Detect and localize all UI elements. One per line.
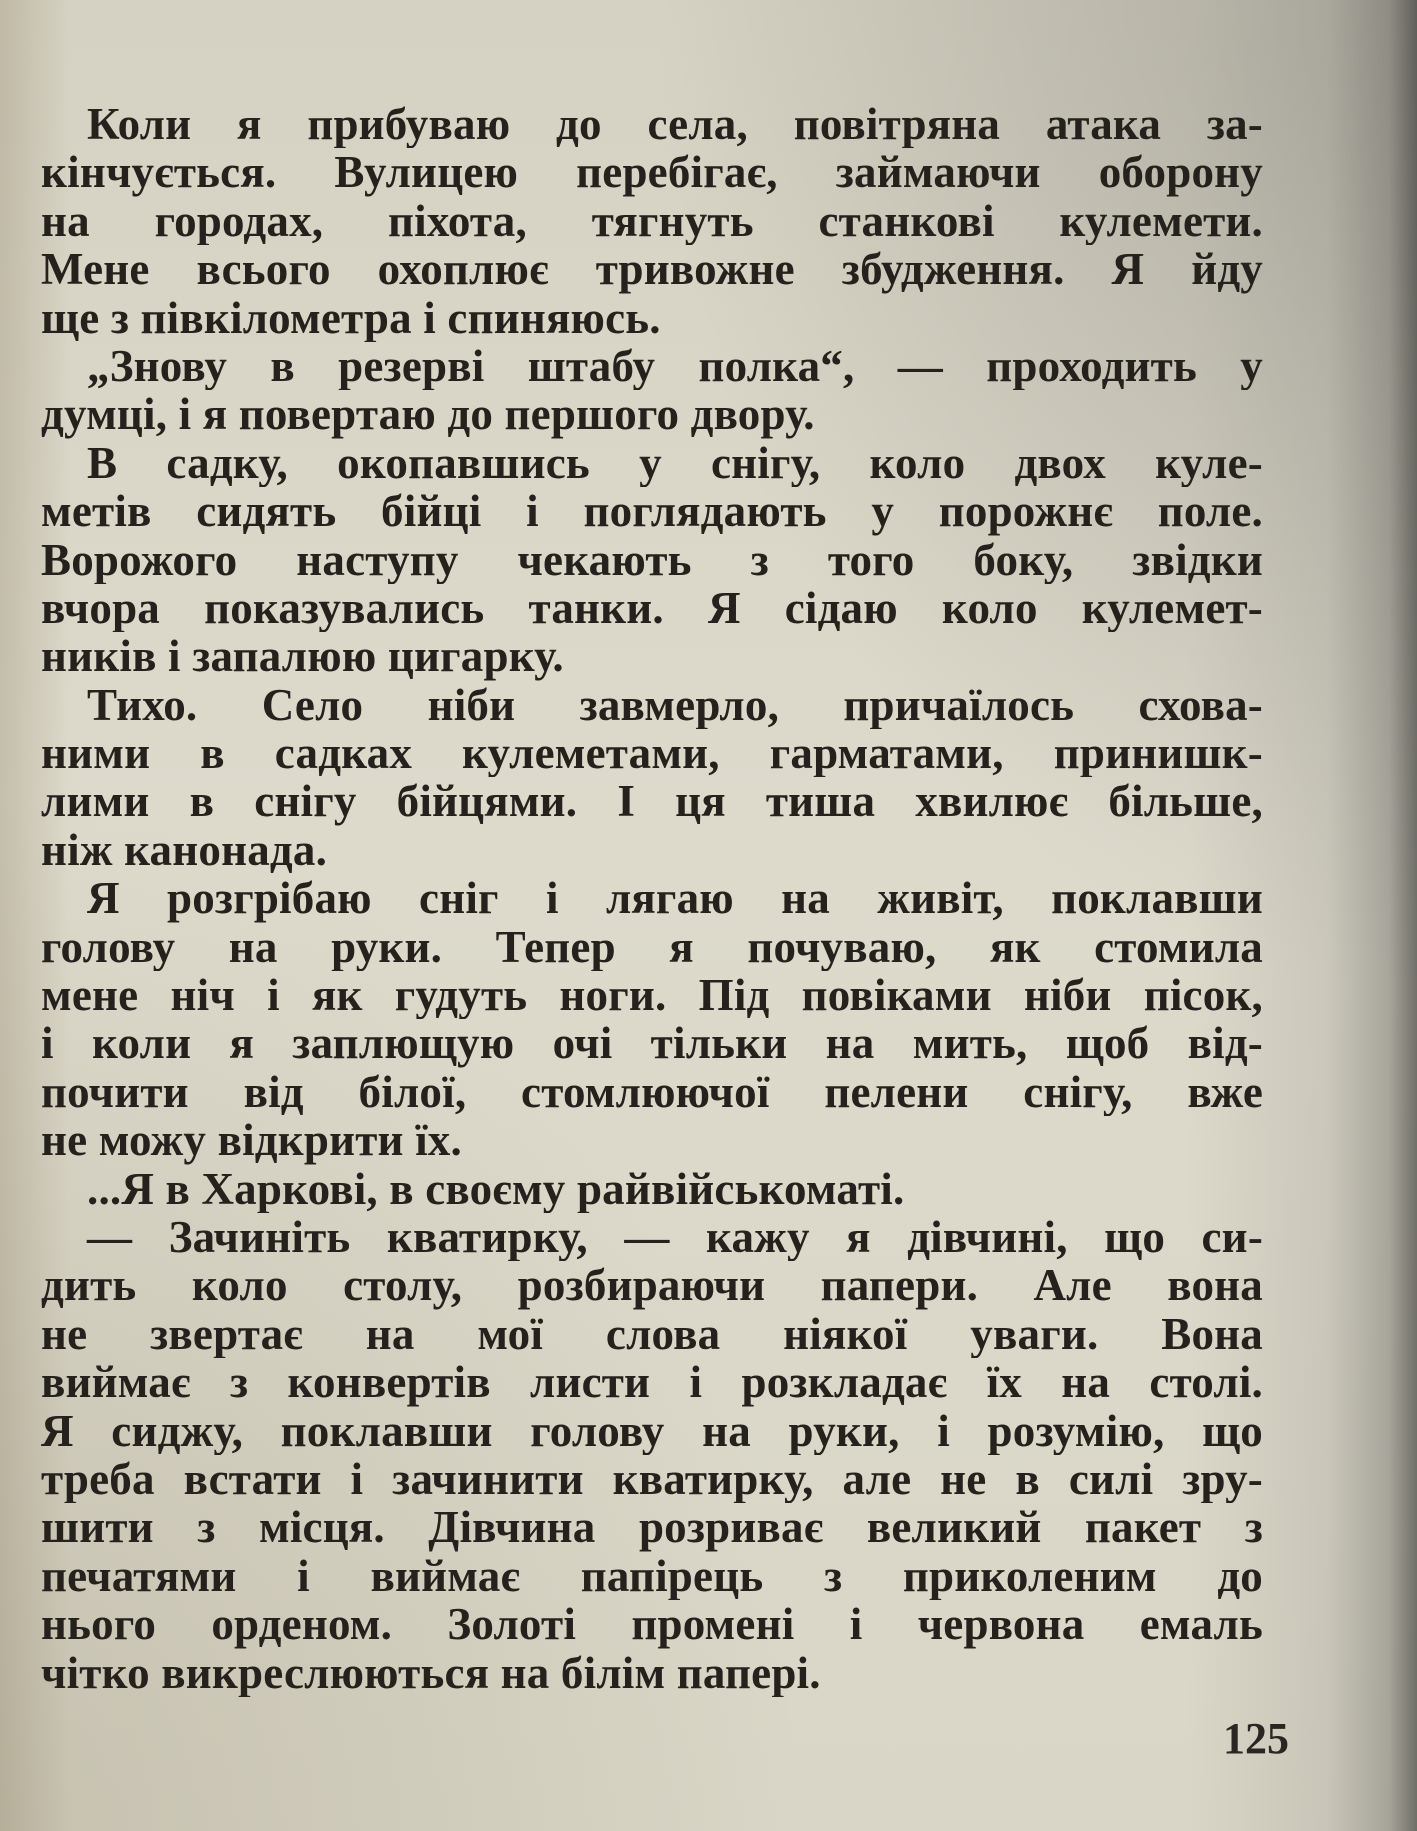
paragraph (41, 1213, 1263, 1697)
text-line: печатями і виймає папірець з приколеним до (41, 1551, 1263, 1601)
text-line: лими в снігу бійцями. І ця тиша хвилює більше, (41, 777, 1263, 826)
text-line: голову на руки. Тепер я почуваю, як стомила (41, 922, 1263, 972)
text-line: — Зачиніть кватирку, — кажу я дівчині, що си- (87, 1212, 1263, 1262)
text-line: дить коло столу, розбираючи папери. Але вона (41, 1261, 1263, 1310)
text-line: і коли я заплющую очі тільки на мить, щоб від- (41, 1019, 1263, 1068)
paragraph (41, 100, 1263, 342)
paragraph (41, 1165, 1263, 1213)
text-line: кінчується. Вулицею перебігає, займаючи оборону (41, 148, 1263, 197)
page-number: 125 (1223, 1714, 1289, 1763)
text-line: ...Я в Харкові, в своєму райвійськоматі. (87, 1164, 905, 1213)
text-line: мене ніч і як гудуть ноги. Під повіками ніби пісок, (41, 971, 1263, 1020)
paragraph (41, 342, 1263, 439)
text-line: думці, і я повертаю до першого двору. (41, 390, 815, 439)
text-line: Я розгрібаю сніг і лягаю на живіт, поклавши (87, 874, 1263, 923)
paragraph (41, 439, 1263, 681)
text-line: В садку, окопавшись у снігу, коло двох куле- (87, 438, 1263, 488)
text-line: Я сиджу, поклавши голову на руки, і розумію, що (41, 1406, 1263, 1455)
text-line: нього орденом. Золоті промені і червона емаль (41, 1600, 1263, 1649)
text-line: ніж канонада. (41, 825, 328, 875)
text-line: шити з місця. Дівчина розриває великий пакет з (41, 1503, 1263, 1552)
text-line: ників і запалюю цигарку. (41, 632, 564, 681)
text-line: ними в садках кулеметами, гарматами, принишк- (41, 729, 1263, 778)
text-line: Тихо. Село ніби завмерло, причаїлось схова- (87, 680, 1263, 730)
text-line: почити від білої, стомлюючої пелени снігу, вже (41, 1067, 1263, 1117)
text-line: виймає з конвертів листи і розкладає їх на столі. (41, 1358, 1263, 1407)
text-line: метів сидять бійці і поглядають у порожнє поле. (41, 487, 1263, 536)
text-line: чітко викреслюються на білім папері. (41, 1648, 821, 1697)
paragraph (41, 681, 1263, 875)
text-line: „Знову в резерві штабу полка“, — проходить у (87, 341, 1263, 391)
text-line: треба встати і зачинити кватирку, але не в силі зру- (41, 1454, 1263, 1504)
text-line: на городах, піхота, тягнуть станкові кулемети. (41, 196, 1263, 246)
text-line: Мене всього охоплює тривожне збудження. Я йду (41, 245, 1263, 294)
text-line: не звертає на мої слова ніякої уваги. Вона (41, 1309, 1263, 1359)
text-block (41, 100, 1263, 1697)
text-line: Коли я прибуваю до села, повітряна атака за- (87, 100, 1263, 149)
text-line: Ворожого наступу чекають з того боку, звідки (41, 535, 1263, 584)
text-line: не можу відкрити їх. (41, 1116, 462, 1165)
text-line: вчора показувались танки. Я сідаю коло кулемет- (41, 583, 1263, 633)
paragraph (41, 874, 1263, 1164)
text-line: ще з півкілометра і спиняюсь. (41, 293, 661, 342)
